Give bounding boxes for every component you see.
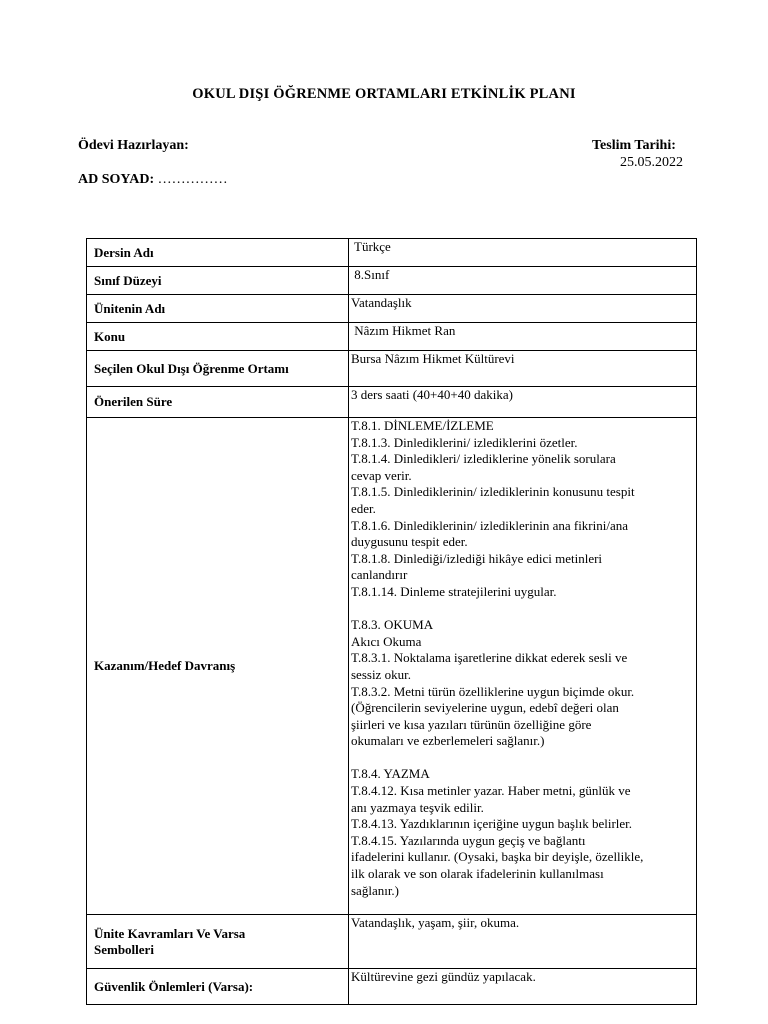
- outcome-line: canlandırır: [351, 567, 408, 583]
- table-row: [87, 295, 697, 323]
- outcome-spacer: [351, 601, 694, 618]
- row-label-concepts: [87, 915, 349, 969]
- name-label: AD SOYAD:: [78, 172, 155, 187]
- outcome-line: T.8.1.14. Dinleme stratejilerini uygular.: [351, 583, 557, 599]
- activity-plan-table: [86, 238, 697, 1005]
- outcome-line: T.8.3.2. Metni türün özelliklerine uygun biçimde okur.: [351, 683, 635, 699]
- table-row: [87, 969, 697, 1005]
- outcome-line: sessiz okur.: [351, 666, 411, 682]
- outcome-line: T.8.1.3. Dinlediklerini/ izlediklerini özetler.: [351, 434, 578, 450]
- outcome-line: T.8.3. OKUMA: [351, 617, 434, 633]
- row-label-grade: Sınıf Düzeyi: [87, 267, 349, 295]
- outcome-line: şiirleri ve kısa yazıları türünün özelliğine göre: [351, 716, 592, 732]
- outcome-line: T.8.1.4. Dinledikleri/ izlediklerine yönelik sorulara: [351, 451, 616, 467]
- concepts-label-line-2: Sembolleri: [94, 941, 154, 957]
- outcome-spacer: [351, 750, 694, 767]
- row-label-course: Dersin Adı: [87, 239, 349, 267]
- outcome-line: Akıcı Okuma: [351, 633, 422, 649]
- table-row: [87, 267, 697, 295]
- outcome-line: eder.: [351, 500, 376, 516]
- outcome-line: T.8.4. YAZMA: [351, 766, 430, 782]
- row-value-outcomes: [349, 418, 697, 915]
- outcome-line: okumaları ve ezberlemeleri sağlanır.): [351, 733, 545, 749]
- row-value-safety: Kültürevine gezi gündüz yapılacak.: [349, 969, 697, 1005]
- row-value-grade: 8.Sınıf: [349, 267, 697, 295]
- outcome-line: T.8.4.12. Kısa metinler yazar. Haber metni, günlük ve: [351, 783, 631, 799]
- table-row: [87, 915, 697, 969]
- outcome-line: anı yazmaya teşvik edilir.: [351, 799, 484, 815]
- table-row: [87, 239, 697, 267]
- row-label-topic: Konu: [87, 323, 349, 351]
- outcome-line: T.8.3.1. Noktalama işaretlerine dikkat ederek sesli ve: [351, 650, 628, 666]
- row-label-unit: Ünitenin Adı: [87, 295, 349, 323]
- table-row: [87, 387, 697, 418]
- concepts-label-line-1: Ünite Kavramları Ve Varsa: [94, 925, 246, 941]
- row-label-safety: Güvenlik Önlemleri (Varsa):: [87, 969, 349, 1005]
- outcome-line: T.8.4.13. Yazdıklarının içeriğine uygun başlık belirler.: [351, 816, 633, 832]
- outcome-line: sağlanır.): [351, 882, 400, 898]
- outcome-line: T.8.4.15. Yazılarında uygun geçiş ve bağlantı: [351, 832, 586, 848]
- outcome-line: cevap verir.: [351, 467, 412, 483]
- outcome-line: ifadelerini kullanır. (Oysaki, başka bir deyişle, özellikle,: [351, 849, 644, 865]
- outcome-line: T.8.1.6. Dinlediklerinin/ izlediklerinin ana fikrini/ana: [351, 517, 629, 533]
- row-value-concepts: Vatandaşlık, yaşam, şiir, okuma.: [349, 915, 697, 969]
- table-row: [87, 418, 697, 915]
- row-label-environment: Seçilen Okul Dışı Öğrenme Ortamı: [87, 351, 349, 387]
- row-label-duration: Önerilen Süre: [87, 387, 349, 418]
- name-value: ……………: [157, 172, 228, 187]
- row-value-course: Türkçe: [349, 239, 697, 267]
- row-value-unit: Vatandaşlık: [349, 295, 697, 323]
- row-value-topic: Nâzım Hikmet Ran: [349, 323, 697, 351]
- document-title: OKUL DIŞI ÖĞRENME ORTAMLARI ETKİNLİK PLANI: [192, 86, 576, 102]
- row-value-duration: 3 ders saati (40+40+40 dakika): [349, 387, 697, 418]
- due-date-label: Teslim Tarihi:: [592, 138, 676, 153]
- row-value-environment: Bursa Nâzım Hikmet Kültürevi: [349, 351, 697, 387]
- prepared-by-label: Ödevi Hazırlayan:: [78, 138, 189, 153]
- due-date-value: 25.05.2022: [620, 155, 683, 170]
- outcome-line: (Öğrencilerin seviyelerine uygun, edebî değeri olan: [351, 700, 619, 716]
- outcome-line: ilk olarak ve son olarak ifadelerinin kullanılması: [351, 866, 604, 882]
- row-label-outcomes: Kazanım/Hedef Davranış: [87, 418, 349, 915]
- student-name-line: [78, 172, 228, 188]
- outcome-line: T.8.1.8. Dinlediği/izlediği hikâye edici metinleri: [351, 550, 603, 566]
- outcome-line: T.8.1.5. Dinlediklerinin/ izlediklerinin konusunu tespit: [351, 484, 635, 500]
- table-row: [87, 323, 697, 351]
- table-row: [87, 351, 697, 387]
- outcome-line: T.8.1. DİNLEME/İZLEME: [351, 418, 494, 433]
- outcome-line: duygusunu tespit eder.: [351, 534, 468, 550]
